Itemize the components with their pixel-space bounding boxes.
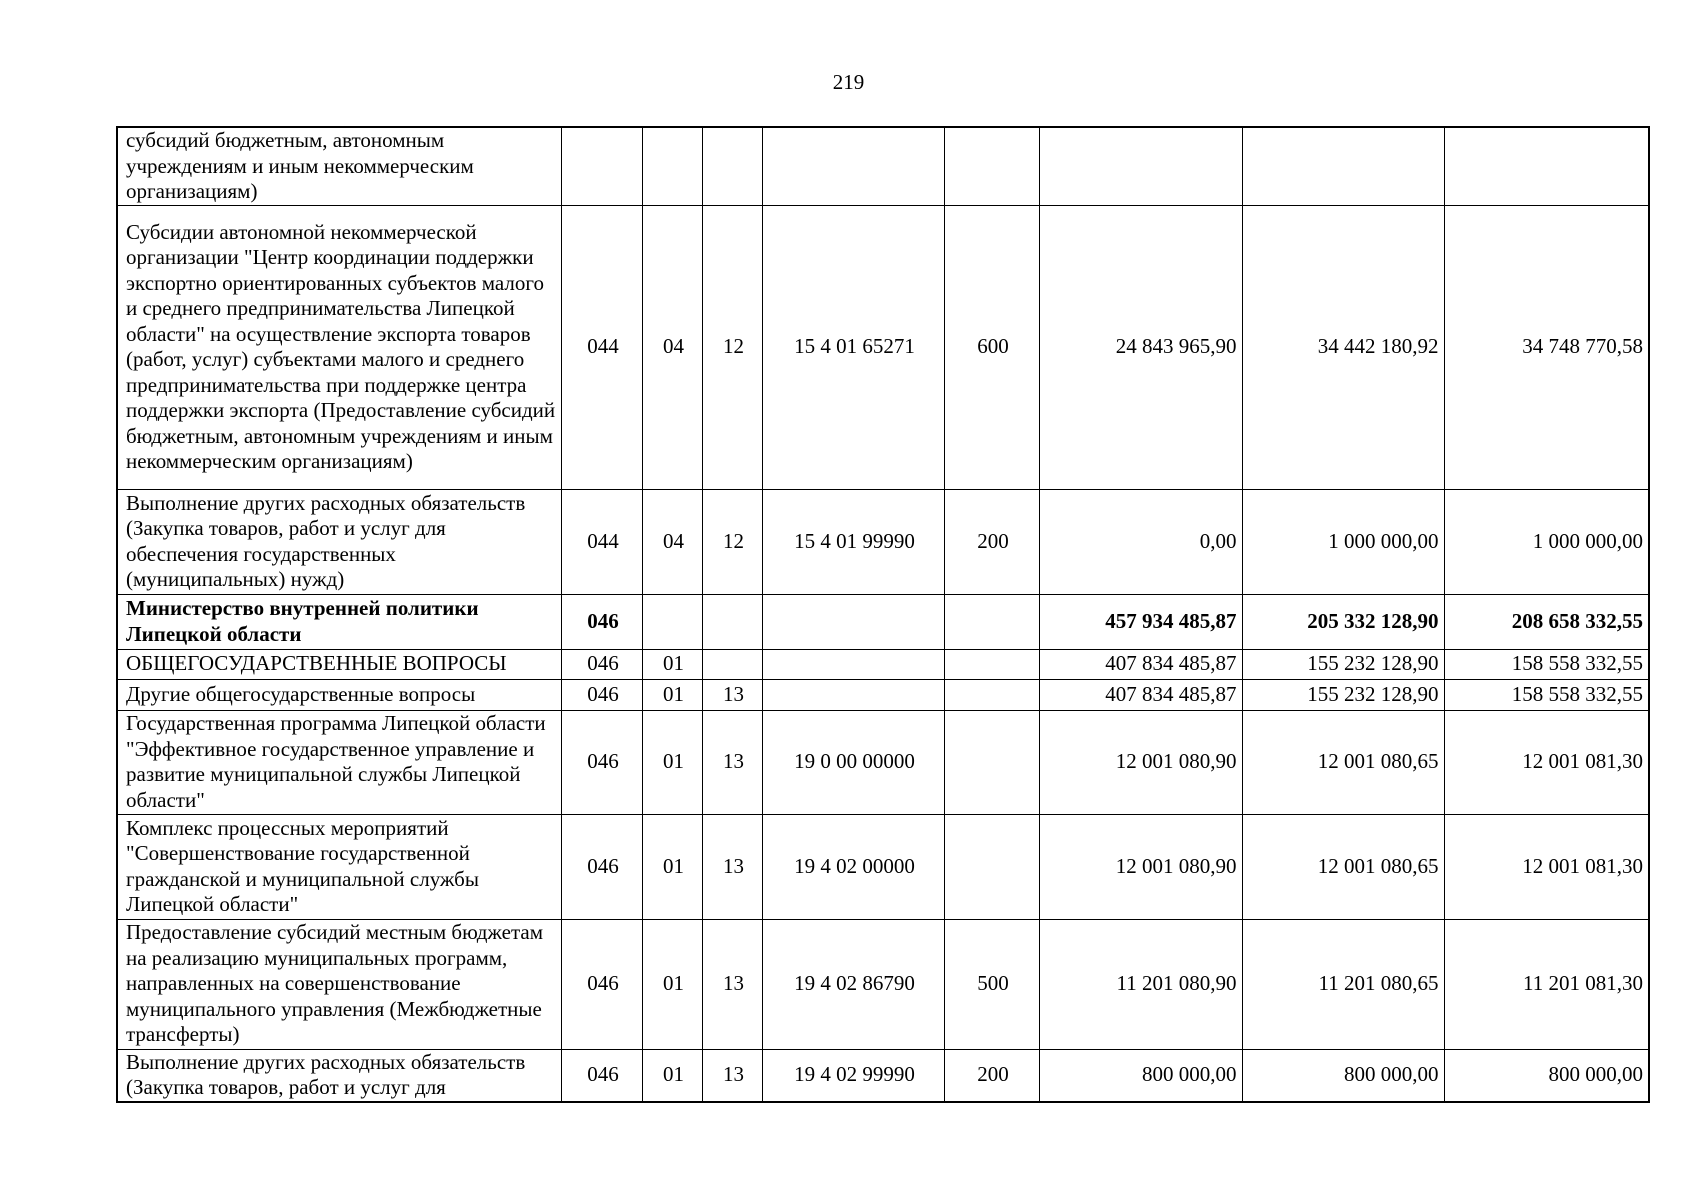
expense-type: 600 (944, 205, 1039, 489)
row-name: Комплекс процессных мероприятий "Совершенствование государственной гражданской и муниципальной службы Липецкой области" (117, 814, 561, 919)
ministry-code: 046 (561, 594, 642, 649)
amount-year-2 (1242, 127, 1444, 205)
subsection-code (702, 649, 762, 679)
ministry-code: 046 (561, 1049, 642, 1102)
row-name: Министерство внутренней политики Липецкой области (117, 594, 561, 649)
row-name: Другие общегосударственные вопросы (117, 679, 561, 710)
amount-year-3: 800 000,00 (1444, 1049, 1649, 1102)
amount-year-1: 800 000,00 (1039, 1049, 1242, 1102)
table-row (117, 594, 1649, 649)
expense-type: 200 (944, 489, 1039, 594)
amount-year-2: 155 232 128,90 (1242, 649, 1444, 679)
ministry-code: 046 (561, 710, 642, 814)
amount-year-3: 1 000 000,00 (1444, 489, 1649, 594)
amount-year-2: 155 232 128,90 (1242, 679, 1444, 710)
table-row (117, 649, 1649, 679)
row-name: Выполнение других расходных обязательств (Закупка товаров, работ и услуг для (117, 1049, 561, 1102)
table-row (117, 205, 1649, 489)
ministry-code: 044 (561, 205, 642, 489)
table-row (117, 489, 1649, 594)
ministry-code: 046 (561, 919, 642, 1049)
expense-type (944, 594, 1039, 649)
expense-type: 200 (944, 1049, 1039, 1102)
subsection-code: 12 (702, 489, 762, 594)
amount-year-3: 158 558 332,55 (1444, 679, 1649, 710)
target-article: 19 0 00 00000 (762, 710, 944, 814)
subsection-code: 13 (702, 1049, 762, 1102)
section-code: 01 (642, 919, 702, 1049)
amount-year-2: 12 001 080,65 (1242, 710, 1444, 814)
amount-year-2: 34 442 180,92 (1242, 205, 1444, 489)
ministry-code: 046 (561, 679, 642, 710)
section-code: 01 (642, 1049, 702, 1102)
amount-year-1: 12 001 080,90 (1039, 814, 1242, 919)
row-name: Выполнение других расходных обязательств (Закупка товаров, работ и услуг для обеспечения государственных (муниципальных) нужд) (117, 489, 561, 594)
subsection-code: 13 (702, 679, 762, 710)
row-name: ОБЩЕГОСУДАРСТВЕННЫЕ ВОПРОСЫ (117, 649, 561, 679)
table-row (117, 1049, 1649, 1102)
page-number: 219 (832, 70, 865, 94)
subsection-code (702, 127, 762, 205)
amount-year-2: 1 000 000,00 (1242, 489, 1444, 594)
section-code: 01 (642, 679, 702, 710)
amount-year-1 (1039, 127, 1242, 205)
amount-year-2: 12 001 080,65 (1242, 814, 1444, 919)
table-row (117, 814, 1649, 919)
table-row (117, 919, 1649, 1049)
budget-table (116, 126, 1650, 1103)
subsection-code: 13 (702, 814, 762, 919)
subsection-code: 12 (702, 205, 762, 489)
target-article (762, 127, 944, 205)
amount-year-3: 34 748 770,58 (1444, 205, 1649, 489)
target-article (762, 679, 944, 710)
row-name: Субсидии автономной некоммерческой организации "Центр координации поддержки экспортно ориентированных субъектов малого и среднего предпринимательства Липецкой области" на осуществление экспорта товаров (работ, услуг) субъектами малого и среднего предпринимательства при поддержке центра поддержки экспорта (Предоставление субсидий бюджетным, автономным учреждениям и иным некоммерческим организациям) (117, 205, 561, 489)
section-code (642, 127, 702, 205)
amount-year-1: 11 201 080,90 (1039, 919, 1242, 1049)
ministry-code: 046 (561, 649, 642, 679)
section-code (642, 594, 702, 649)
amount-year-2: 11 201 080,65 (1242, 919, 1444, 1049)
table-row (117, 127, 1649, 205)
expense-type (944, 127, 1039, 205)
amount-year-3: 158 558 332,55 (1444, 649, 1649, 679)
expense-type (944, 710, 1039, 814)
expense-type: 500 (944, 919, 1039, 1049)
target-article: 15 4 01 99990 (762, 489, 944, 594)
amount-year-3: 12 001 081,30 (1444, 710, 1649, 814)
amount-year-1: 407 834 485,87 (1039, 679, 1242, 710)
subsection-code: 13 (702, 710, 762, 814)
section-code: 04 (642, 205, 702, 489)
row-name: Государственная программа Липецкой области "Эффективное государственное управление и развитие муниципальной службы Липецкой области" (117, 710, 561, 814)
expense-type (944, 679, 1039, 710)
target-article: 15 4 01 65271 (762, 205, 944, 489)
amount-year-2: 205 332 128,90 (1242, 594, 1444, 649)
amount-year-3 (1444, 127, 1649, 205)
target-article: 19 4 02 99990 (762, 1049, 944, 1102)
table-row (117, 710, 1649, 814)
table-row (117, 679, 1649, 710)
amount-year-1: 12 001 080,90 (1039, 710, 1242, 814)
section-code: 01 (642, 710, 702, 814)
row-name: Предоставление субсидий местным бюджетам на реализацию муниципальных программ, направленных на совершенствование муниципального управления (Межбюджетные трансферты) (117, 919, 561, 1049)
target-article (762, 594, 944, 649)
section-code: 01 (642, 814, 702, 919)
amount-year-1: 0,00 (1039, 489, 1242, 594)
amount-year-2: 800 000,00 (1242, 1049, 1444, 1102)
section-code: 04 (642, 489, 702, 594)
row-name: субсидий бюджетным, автономным учреждениям и иным некоммерческим организациям) (117, 127, 561, 205)
amount-year-3: 11 201 081,30 (1444, 919, 1649, 1049)
target-article (762, 649, 944, 679)
amount-year-1: 24 843 965,90 (1039, 205, 1242, 489)
ministry-code: 044 (561, 489, 642, 594)
section-code: 01 (642, 649, 702, 679)
ministry-code: 046 (561, 814, 642, 919)
amount-year-3: 208 658 332,55 (1444, 594, 1649, 649)
target-article: 19 4 02 00000 (762, 814, 944, 919)
amount-year-1: 407 834 485,87 (1039, 649, 1242, 679)
amount-year-3: 12 001 081,30 (1444, 814, 1649, 919)
subsection-code: 13 (702, 919, 762, 1049)
expense-type (944, 649, 1039, 679)
ministry-code (561, 127, 642, 205)
target-article: 19 4 02 86790 (762, 919, 944, 1049)
amount-year-1: 457 934 485,87 (1039, 594, 1242, 649)
table-body (117, 127, 1649, 1102)
expense-type (944, 814, 1039, 919)
subsection-code (702, 594, 762, 649)
